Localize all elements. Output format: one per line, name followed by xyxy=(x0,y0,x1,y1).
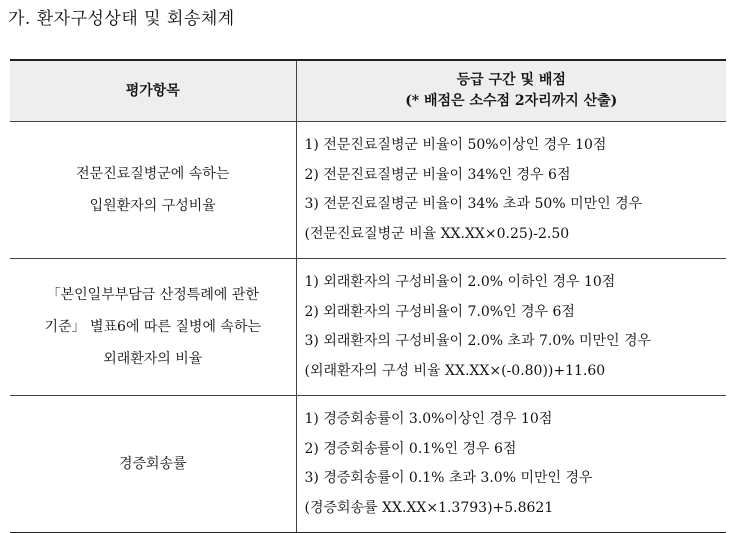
item-line: 외래환자의 비율 xyxy=(103,351,203,367)
criteria-line: (외래환자의 구성 비율 XX.XX×(-0.80))+11.60 xyxy=(304,362,606,379)
criteria-line: 3) 외래환자의 구성비율이 2.0% 초과 7.0% 미만인 경우 xyxy=(304,333,652,349)
criteria-cell xyxy=(296,259,726,396)
header-grade-note: (* 배점은 소수점 2자리까지 산출) xyxy=(405,93,618,109)
table-row xyxy=(10,396,726,533)
table-row xyxy=(10,122,726,259)
item-line: 입원환자의 구성비율 xyxy=(89,198,216,214)
criteria-line: 1) 전문진료질병군 비율이 50%이상인 경우 10점 xyxy=(304,137,607,153)
item-line: 기준」 별표6에 따른 질병에 속하는 xyxy=(44,319,262,335)
table-row xyxy=(10,259,726,396)
criteria-line: 2) 외래환자의 구성비율이 7.0%인 경우 6점 xyxy=(304,303,575,320)
item-line: 경증회송률 xyxy=(118,456,187,472)
criteria-cell xyxy=(296,396,726,533)
criteria-line: 1) 경증회송률이 3.0%이상인 경우 10점 xyxy=(304,411,553,427)
criteria-line: 1) 외래환자의 구성비율이 2.0% 이하인 경우 10점 xyxy=(304,274,616,290)
criteria-line: 3) 전문진료질병군 비율이 34% 초과 50% 미만인 경우 xyxy=(304,196,643,212)
item-cell xyxy=(10,396,296,533)
item-line: 「본인일부부담금 산정특례에 관한 xyxy=(46,287,259,303)
criteria-line: 3) 경증회송률이 0.1% 초과 3.0% 미만인 경우 xyxy=(304,470,593,486)
header-grade xyxy=(296,60,726,122)
header-row xyxy=(10,60,726,122)
header-item: 평가항목 xyxy=(10,60,296,122)
item-cell xyxy=(10,122,296,259)
header-grade-title: 등급 구간 및 배점 xyxy=(456,72,566,88)
criteria-line: (경증회송률 XX.XX×1.3793)+5.8621 xyxy=(304,499,554,516)
evaluation-table xyxy=(10,59,726,533)
criteria-cell xyxy=(296,122,726,259)
criteria-line: 2) 경증회송률이 0.1%인 경우 6점 xyxy=(304,440,517,457)
item-cell xyxy=(10,259,296,396)
section-title: 가. 환자구성상태 및 회송체계 xyxy=(8,9,235,29)
item-line: 전문진료질병군에 속하는 xyxy=(76,166,230,182)
criteria-line: (전문진료질병군 비율 XX.XX×0.25)-2.50 xyxy=(304,225,570,242)
criteria-line: 2) 전문진료질병군 비율이 34%인 경우 6점 xyxy=(304,166,571,183)
